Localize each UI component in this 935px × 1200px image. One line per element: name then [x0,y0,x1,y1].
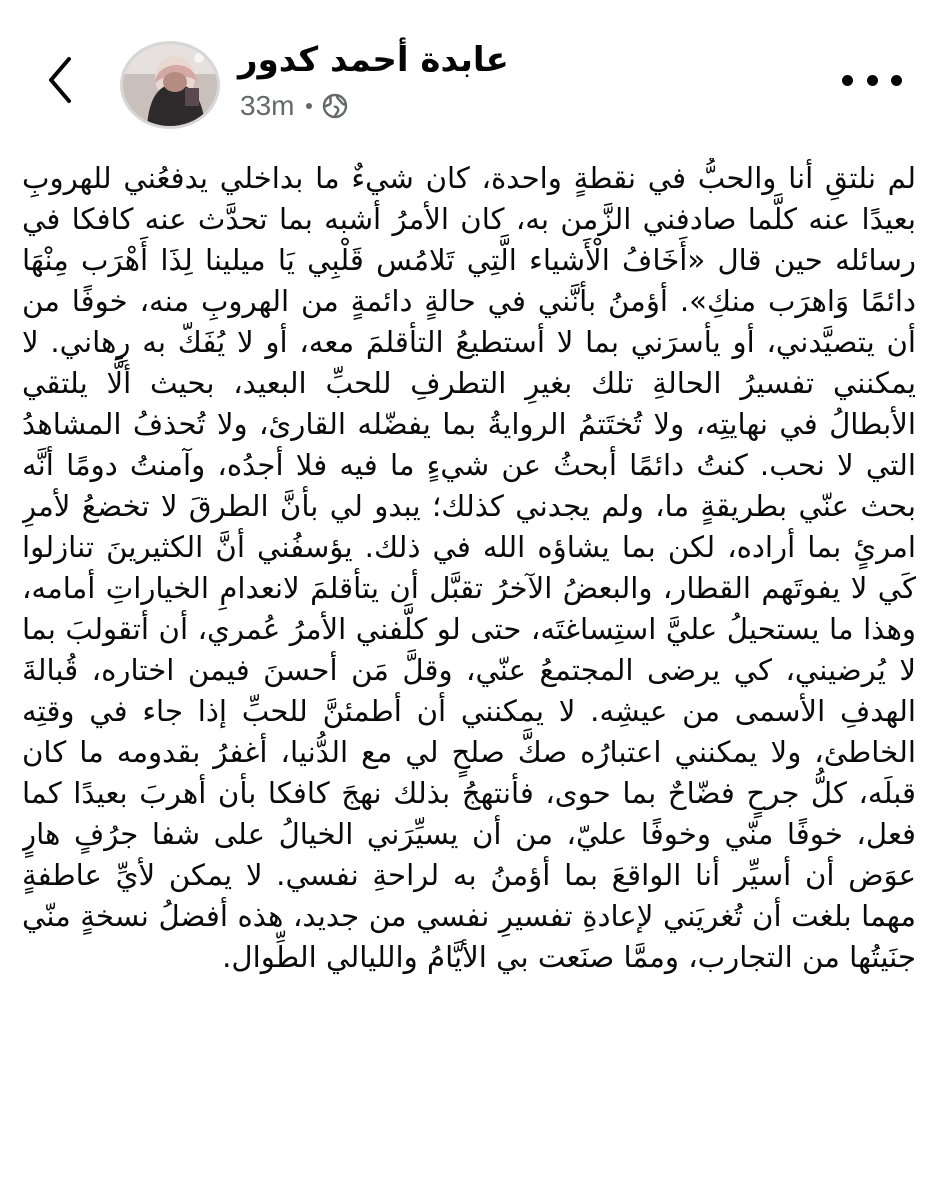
post-text: لم نلتقِ أنا والحبُّ في نقطةٍ واحدة، كان شيءٌ ما بداخلي يدفعُني للهروبِ بعيدًا عنه كلَّما صادفني الزَّمن به، كان الأمرُ أشبه بما تحدَّث عنه كافكا في رسائله حين قال «أَخَافُ الْأَشياء الَّتِي تَلامُس قَلْبِي يَا ميلينا لِذَا أَهْرَب مِنْهَا دائمًا وَاهرَب منكِ». أؤمنُ بأنَّني في حالةٍ دائمةٍ من الهروبِ منه، خوفًا من أن يتصيَّدني، أو يأسرَني بما لا أستطيعُ التأقلمَ معه، أو لا يُفَكّ به رِهاني. لا يمكنني تفسيرُ الحالةِ تلك بغيرِ التطرفِ للحبِّ البعيد، بحيث ألَّا يلتقي الأبطالُ في نهايتِه، ولا تُختَتمُ الروايةُ بما يفضّله القارئ، ولا تُحذفُ المشاهدُ التي لا نحب. كنتُ دائمًا أبحثُ عن شيءٍ ما فيه فلا أجدُه، وآمنتُ دومًا أنَّه بحث عنّي بطريقةٍ ما، ولم يجدني كذلك؛ يبدو لي بأنَّ الطرقَ لا تخضعُ لأمرِ امرئٍ بما أراده، لكن بما يشاؤه الله في ذلك. يؤسفُني أنَّ الكثيرينَ تنازلوا كَي لا يفوتَهم القطار، والبعضُ الآخرُ تقبَّل أن يتأقلمَ لانعدامِ الخياراتِ أمامه، وهذا ما يستحيلُ عليَّ استِساغتَه، حتى لو كلَّفني الأمرُ عُمري، أن أتقولبَ بما لا يُرضيني، كي يرضى المجتمعُ عنّي، وقلَّ مَن أحسنَ فيمن اختاره، قُبالةَ الهدفِ الأسمى من عيشِه. لا يمكنني أن أطمئنَّ للحبِّ إذا جاء في وقتِه الخاطئ، ولا يمكنني اعتبارُه صكَّ صلحٍ لي مع الدُّنيا، أغفرُ بقدومه ما كان قبلَه، كلُّ جرحٍ فضّاحٌ بما حوى، فأنتهجُ بذلك نهجَ كافكا بأن أهربَ بعيدًا كما فعل، خوفًا منّي وخوفًا عليّ، من أن يسيِّرَني الخيالُ على شفا جرُفٍ هارٍ عوَض أن أسيِّر أنا الواقعَ بما أؤمنُ به لراحةِ نفسي. لا يمكن لأيِّ عاطفةٍ مهما بلغت أن تُغريَني لإعادةِ تفسيرِ نفسي من جديد، هذه أفضلُ نسخةٍ منّي جنَيتُها من التجارب، وممَّا صنَعت بي الأيَّامُ والليالي الطِّوال. [22,161,916,974]
post-time[interactable]: 33m [240,90,295,121]
post-meta [240,88,348,124]
globe-icon [322,93,348,119]
avatar[interactable] [120,41,220,129]
post-body [22,158,916,1198]
author-name[interactable]: عابدة أحمد كدور [238,40,509,80]
chevron-left-icon [45,55,75,105]
more-dot-icon [891,75,902,86]
avatar-photo [123,44,217,126]
meta-separator [306,103,312,109]
more-dot-icon [867,75,878,86]
more-dot-icon [842,75,853,86]
post-header [0,0,935,150]
more-options-button[interactable] [842,62,902,98]
back-button[interactable] [38,50,82,110]
